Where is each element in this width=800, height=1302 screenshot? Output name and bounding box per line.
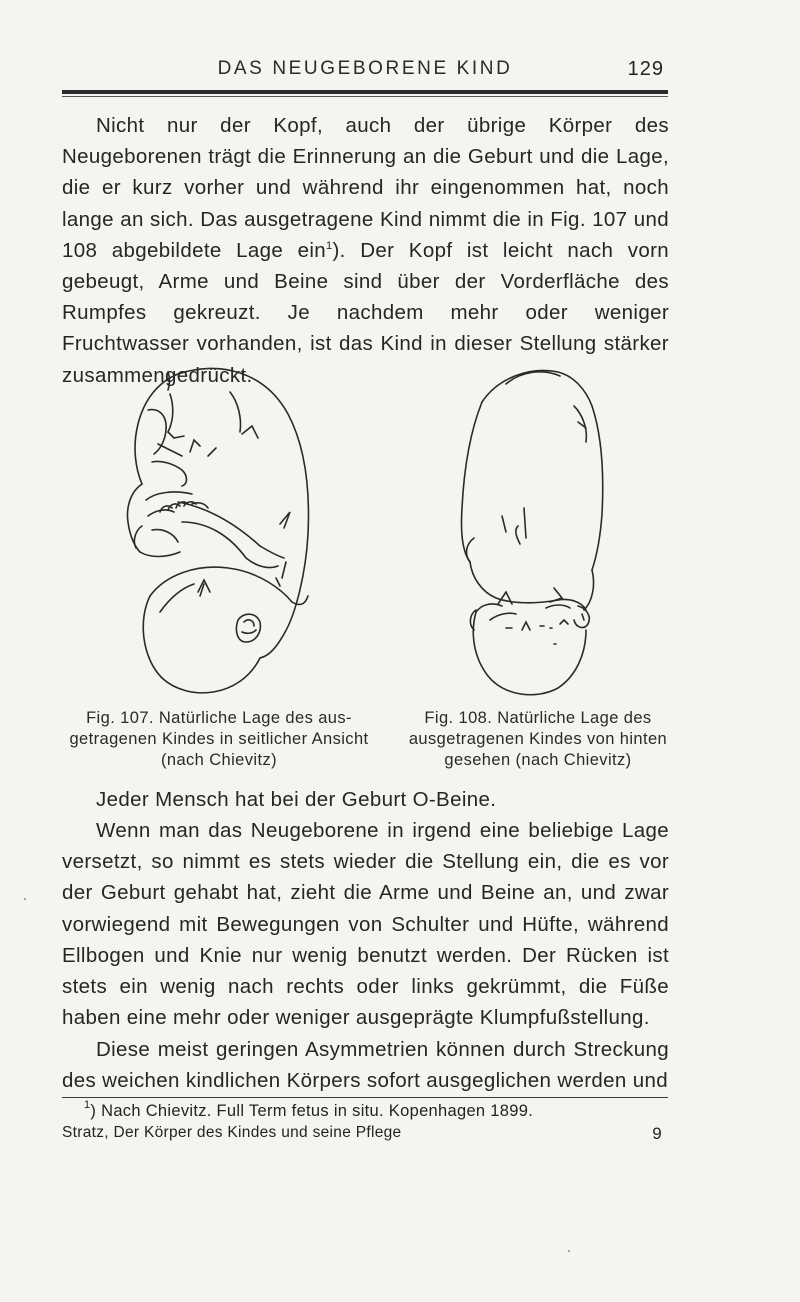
paragraph-1 <box>62 110 669 391</box>
running-head: DAS NEUGEBORENE KIND <box>217 58 513 79</box>
footnote <box>84 1100 664 1122</box>
page-footer <box>62 1124 668 1148</box>
paragraph-1-text: Nicht nur der Kopf, auch der übrige Körper des Neugeborenen trägt die Erinnerung an die Geburt und die Lage, die er kurz vorher und während ihr eingenommen hat, noch lange an sich. Das ausgetragene Kind nimmt die in Fig. 107 und 108 abgebildete Lage ein <box>62 114 669 262</box>
printer-signature-line: Stratz, Der Körper des Kindes und seine Pflege <box>62 1124 402 1141</box>
paper-speck <box>568 1250 570 1252</box>
figure-107-caption-line-3: (nach Chievitz) <box>160 751 278 769</box>
paragraph-2-text: Jeder Mensch hat bei der Geburt O-Beine. <box>96 788 497 811</box>
footnote-reference: 1 <box>326 239 333 252</box>
page-number: 129 <box>627 58 664 80</box>
footnote-marker: 1 <box>84 1099 91 1111</box>
paragraph-3-text: Wenn man das Neugeborene in irgend eine beliebige Lage versetzt, so nimmt es stets wieder die Stellung ein, die es vor der Geburt gehabt hat, zieht die Arme und Beine an, und zwar vorwiegend mit Bewegungen von Schulter und Hüfte, während Ellbogen und Knie nur wenig benutzt werden. Der Rücken ist stets ein wenig nach rechts oder links gekrümmt, die Füße haben eine mehr oder weniger ausgeprägte Klumpfußstellung. <box>62 819 669 1030</box>
figure-108-caption <box>404 708 672 771</box>
figure-107-illustration <box>70 352 330 704</box>
figure-108-caption-line-2: ausgetragenen Kindes von hinten <box>408 730 668 748</box>
signature-mark: 9 <box>652 1124 662 1143</box>
paper-speck <box>24 898 26 900</box>
footnote-text: ) Nach Chievitz. Full Term fetus in situ. Kopenhagen 1899. <box>90 1102 534 1120</box>
page-header <box>62 58 668 88</box>
figure-108-caption-line-3: gesehen (nach Chievitz) <box>444 751 632 769</box>
figure-108-caption-line-1: Fig. 108. Natürliche Lage des <box>424 709 652 727</box>
figure-108-illustration <box>446 358 616 708</box>
figure-107-caption-line-2: getragenen Kindes in seitlicher Ansicht <box>69 730 369 748</box>
paragraph-4-text: Diese meist geringen Asymmetrien können durch Streckung des weichen kindlichen Körpers sofort ausgeglichen werden und <box>62 1038 669 1093</box>
figure-107-caption-line-1: Fig. 107. Natürliche Lage des aus- <box>86 709 352 727</box>
footnote-rule <box>62 1097 668 1098</box>
paragraph-1-text-cont: ). Der Kopf ist leicht nach vorn gebeugt, Arme und Beine sind über der Vorderfläche des Rumpfes gekreuzt. Je nachdem mehr oder weniger Fruchtwasser vorhanden, ist das Kind in dieser Stellung stärker zusammengedrückt. <box>62 238 669 387</box>
paragraph-4 <box>62 1034 669 1096</box>
paragraph-3 <box>62 815 669 1033</box>
figure-107-caption <box>62 708 376 771</box>
header-rule <box>62 90 668 94</box>
header-rule-thin <box>62 96 668 97</box>
paragraph-2 <box>62 784 669 815</box>
